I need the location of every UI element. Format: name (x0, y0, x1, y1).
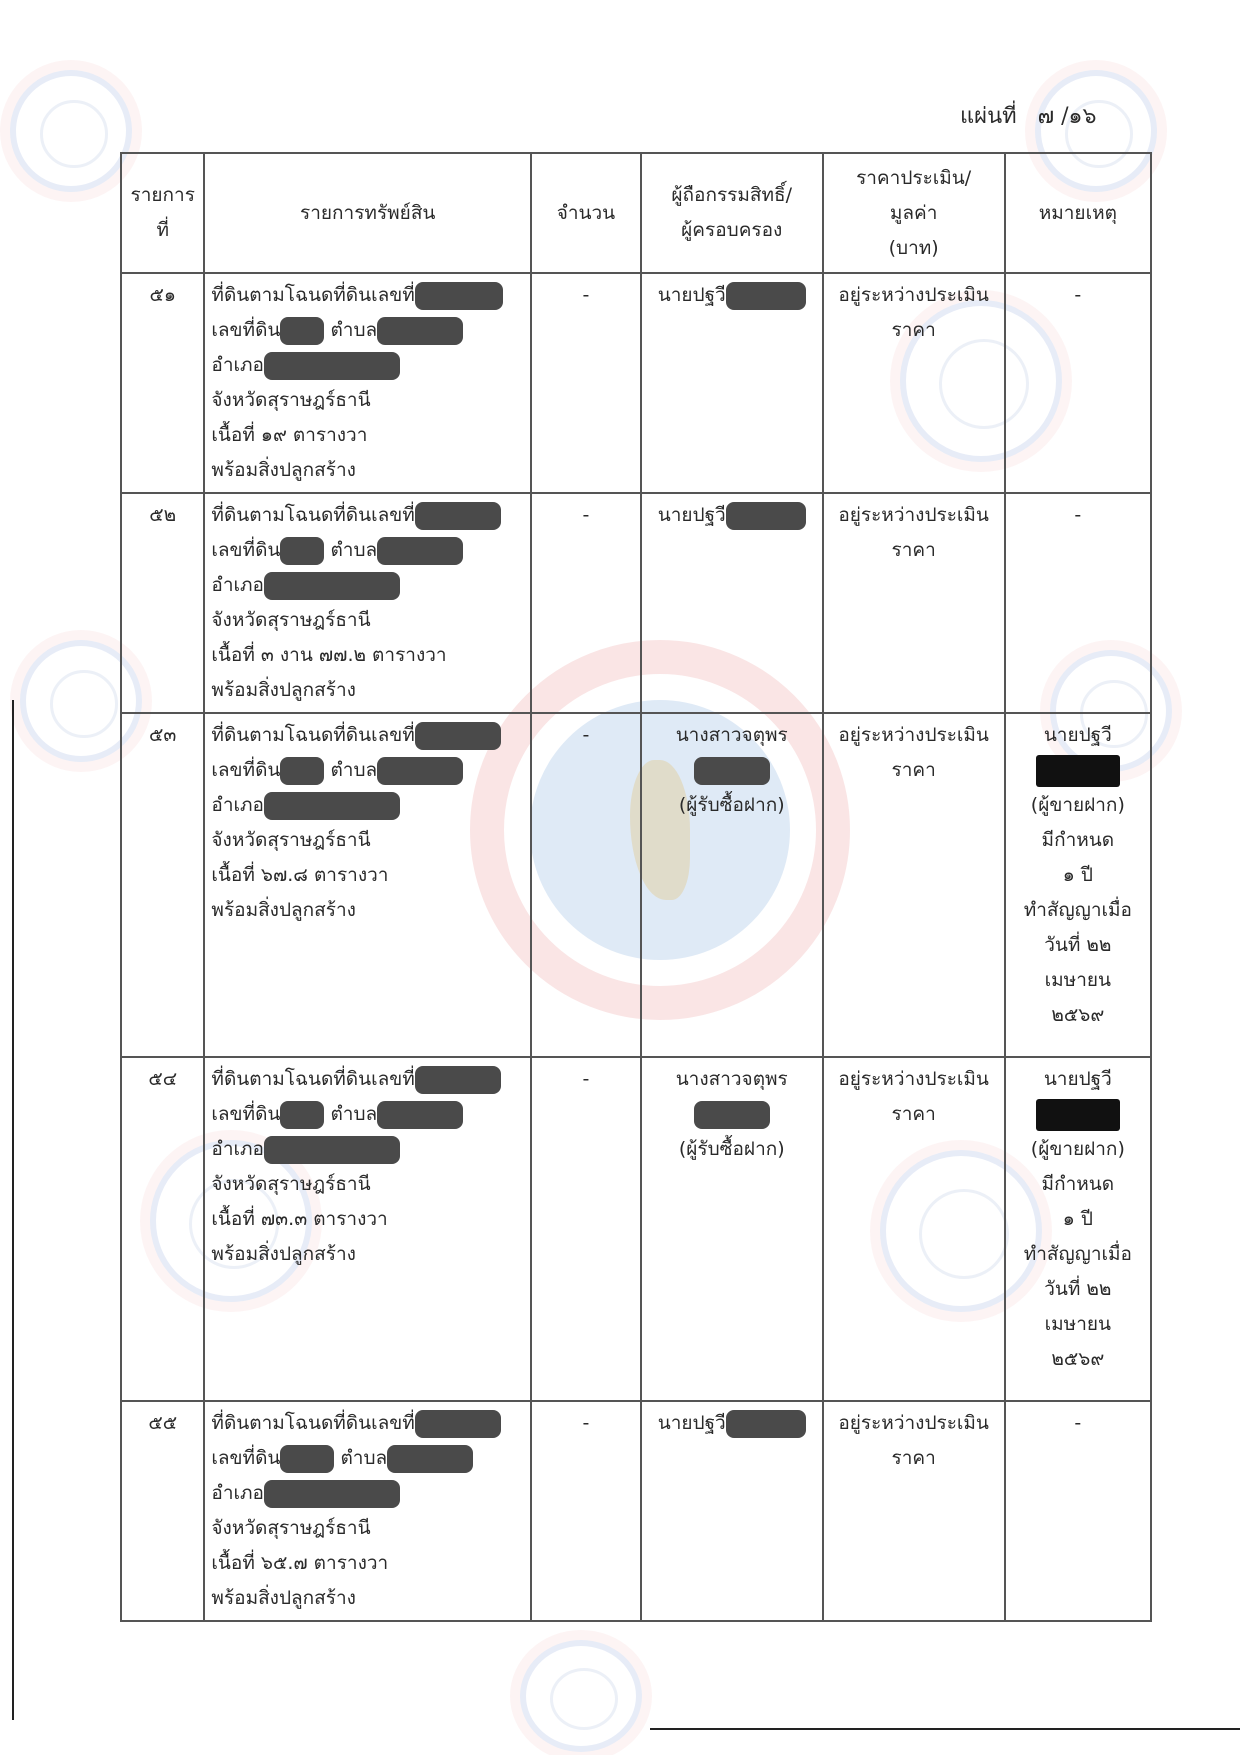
owner-name: นางสาวจตุพร (675, 724, 788, 746)
redaction-box (264, 792, 400, 820)
area-text: เนื้อที่ ๖๕.๗ ตารางวา (211, 1552, 389, 1574)
price-line: อยู่ระหว่างประเมิน (838, 284, 989, 306)
note-cell (1005, 1401, 1151, 1621)
price-line: อยู่ระหว่างประเมิน (838, 504, 989, 526)
watermark-seal-icon (10, 70, 132, 192)
owner-role: (ผู้รับซื้อฝาก) (678, 794, 785, 816)
price-line: อยู่ระหว่างประเมิน (838, 724, 989, 746)
note-line: มีกำหนด (1041, 829, 1115, 851)
note-line: ๒๕๖๙ (1051, 1004, 1105, 1026)
parcel-label: เลขที่ดิน (211, 1103, 281, 1125)
province-text: จังหวัดสุราษฎร์ธานี (211, 389, 371, 411)
deed-label: ที่ดินตามโฉนดที่ดินเลขที่ (211, 724, 415, 746)
note-line: ทำสัญญาเมื่อ (1023, 1243, 1132, 1265)
scan-bottom-line (650, 1728, 1240, 1730)
note-line: - (1074, 1412, 1082, 1434)
header-price-line: ราคาประเมิน/ (856, 166, 972, 189)
table-row (121, 493, 1151, 713)
quantity-cell: - (531, 713, 641, 1057)
note-line: - (1074, 284, 1082, 306)
owner-name: นายปฐวี (657, 1412, 726, 1434)
subdistrict-label: ตำบล (330, 319, 378, 341)
note-line: (ผู้ขายฝาก) (1030, 794, 1125, 816)
header-owner (641, 153, 823, 273)
price-cell (823, 1401, 1005, 1621)
price-line: ราคา (891, 1447, 936, 1469)
quantity-cell: - (531, 1057, 641, 1401)
province-text: จังหวัดสุราษฎร์ธานี (211, 609, 371, 631)
owner-name: นายปฐวี (657, 504, 726, 526)
note-line: มีกำหนด (1041, 1173, 1115, 1195)
price-line: ราคา (891, 539, 936, 561)
header-price-line: มูลค่า (889, 201, 938, 224)
quantity-cell: - (531, 273, 641, 493)
asset-description (204, 1057, 531, 1401)
redaction-box (1036, 1099, 1120, 1131)
note-line: - (1074, 504, 1082, 526)
parcel-label: เลขที่ดิน (211, 539, 281, 561)
header-item-no: รายการที่ (121, 153, 204, 273)
table-header-row (121, 153, 1151, 273)
header-price (823, 153, 1005, 273)
owner-cell (641, 273, 823, 493)
price-line: ราคา (891, 1103, 936, 1125)
header-quantity: จำนวน (531, 153, 641, 273)
redaction-box (280, 537, 324, 565)
district-label: อำเภอ (211, 1138, 264, 1160)
subdistrict-label: ตำบล (340, 1447, 388, 1469)
header-price-line: (บาท) (888, 236, 939, 259)
redaction-box (726, 1410, 806, 1438)
district-label: อำเภอ (211, 1482, 264, 1504)
redaction-box (1036, 755, 1120, 787)
item-number: ๕๒ (121, 493, 204, 713)
note-line: วันที่ ๒๒ (1044, 1278, 1112, 1300)
district-label: อำเภอ (211, 354, 264, 376)
note-line: วันที่ ๒๒ (1044, 934, 1112, 956)
price-cell (823, 493, 1005, 713)
deed-label: ที่ดินตามโฉนดที่ดินเลขที่ (211, 284, 415, 306)
note-cell (1005, 493, 1151, 713)
redaction-box (280, 1445, 334, 1473)
subdistrict-label: ตำบล (330, 539, 378, 561)
redaction-box (726, 502, 806, 530)
province-text: จังหวัดสุราษฎร์ธานี (211, 1173, 371, 1195)
price-cell (823, 1057, 1005, 1401)
item-number: ๕๕ (121, 1401, 204, 1621)
item-number: ๕๓ (121, 713, 204, 1057)
item-number: ๕๑ (121, 273, 204, 493)
building-text: พร้อมสิ่งปลูกสร้าง (211, 459, 356, 481)
owner-role: (ผู้รับซื้อฝาก) (678, 1138, 785, 1160)
district-label: อำเภอ (211, 794, 264, 816)
note-line: นายปฐวี (1043, 1068, 1112, 1090)
redaction-box (694, 1101, 770, 1129)
subdistrict-label: ตำบล (330, 759, 378, 781)
price-cell (823, 273, 1005, 493)
header-note: หมายเหตุ (1005, 153, 1151, 273)
building-text: พร้อมสิ่งปลูกสร้าง (211, 899, 356, 921)
table-row (121, 1057, 1151, 1401)
note-line: ๒๕๖๙ (1051, 1348, 1105, 1370)
asset-table (120, 152, 1152, 1622)
header-owner-line: ผู้ครอบครอง (681, 219, 783, 241)
area-text: เนื้อที่ ๑๙ ตารางวา (211, 424, 368, 446)
price-line: อยู่ระหว่างประเมิน (838, 1068, 989, 1090)
parcel-label: เลขที่ดิน (211, 1447, 281, 1469)
asset-description (204, 1401, 531, 1621)
header-description: รายการทรัพย์สิน (204, 153, 531, 273)
redaction-box (415, 282, 503, 310)
owner-cell (641, 713, 823, 1057)
owner-cell (641, 493, 823, 713)
redaction-box (377, 757, 463, 785)
deed-label: ที่ดินตามโฉนดที่ดินเลขที่ (211, 1068, 415, 1090)
deed-label: ที่ดินตามโฉนดที่ดินเลขที่ (211, 504, 415, 526)
redaction-box (377, 537, 463, 565)
redaction-box (415, 502, 501, 530)
note-line: (ผู้ขายฝาก) (1030, 1138, 1125, 1160)
redaction-box (280, 757, 324, 785)
table-row (121, 713, 1151, 1057)
note-line: ทำสัญญาเมื่อ (1023, 899, 1132, 921)
building-text: พร้อมสิ่งปลูกสร้าง (211, 1587, 356, 1609)
building-text: พร้อมสิ่งปลูกสร้าง (211, 679, 356, 701)
item-number: ๕๔ (121, 1057, 204, 1401)
quantity-cell: - (531, 493, 641, 713)
area-text: เนื้อที่ ๖๗.๘ ตารางวา (211, 864, 389, 886)
sheet-label: แผ่นที่ (960, 104, 1017, 129)
redaction-box (377, 1101, 463, 1129)
redaction-box (694, 757, 770, 785)
table-row (121, 1401, 1151, 1621)
owner-name: นายปฐวี (657, 284, 726, 306)
watermark-seal-icon (520, 1640, 642, 1752)
price-cell (823, 713, 1005, 1057)
redaction-box (415, 722, 501, 750)
redaction-box (264, 352, 400, 380)
price-line: ราคา (891, 319, 936, 341)
redaction-box (377, 317, 463, 345)
scan-margin-line (12, 700, 14, 1720)
owner-name: นางสาวจตุพร (675, 1068, 788, 1090)
price-line: อยู่ระหว่างประเมิน (838, 1412, 989, 1434)
subdistrict-label: ตำบล (330, 1103, 378, 1125)
note-cell (1005, 1057, 1151, 1401)
note-cell (1005, 713, 1151, 1057)
note-line: เมษายน (1044, 1313, 1111, 1335)
asset-description (204, 713, 531, 1057)
header-owner-line: ผู้ถือกรรมสิทธิ์/ (671, 184, 793, 206)
asset-description (204, 273, 531, 493)
sheet-number (960, 98, 1097, 133)
note-line: ๑ ปี (1062, 1208, 1093, 1230)
parcel-label: เลขที่ดิน (211, 319, 281, 341)
area-text: เนื้อที่ ๓ งาน ๗๗.๒ ตารางวา (211, 644, 447, 666)
redaction-box (264, 572, 400, 600)
building-text: พร้อมสิ่งปลูกสร้าง (211, 1243, 356, 1265)
district-label: อำเภอ (211, 574, 264, 596)
note-line: นายปฐวี (1043, 724, 1112, 746)
owner-cell (641, 1401, 823, 1621)
redaction-box (415, 1066, 501, 1094)
redaction-box (280, 1101, 324, 1129)
owner-cell (641, 1057, 823, 1401)
asset-description (204, 493, 531, 713)
parcel-label: เลขที่ดิน (211, 759, 281, 781)
note-cell (1005, 273, 1151, 493)
province-text: จังหวัดสุราษฎร์ธานี (211, 829, 371, 851)
sheet-value: ๗ /๑๖ (1037, 104, 1097, 129)
redaction-box (264, 1136, 400, 1164)
redaction-box (415, 1410, 501, 1438)
note-line: ๑ ปี (1062, 864, 1093, 886)
area-text: เนื้อที่ ๗๓.๓ ตารางวา (211, 1208, 388, 1230)
deed-label: ที่ดินตามโฉนดที่ดินเลขที่ (211, 1412, 415, 1434)
price-line: ราคา (891, 759, 936, 781)
redaction-box (726, 282, 806, 310)
redaction-box (387, 1445, 473, 1473)
table-row (121, 273, 1151, 493)
redaction-box (280, 317, 324, 345)
quantity-cell: - (531, 1401, 641, 1621)
province-text: จังหวัดสุราษฎร์ธานี (211, 1517, 371, 1539)
redaction-box (264, 1480, 400, 1508)
note-line: เมษายน (1044, 969, 1111, 991)
